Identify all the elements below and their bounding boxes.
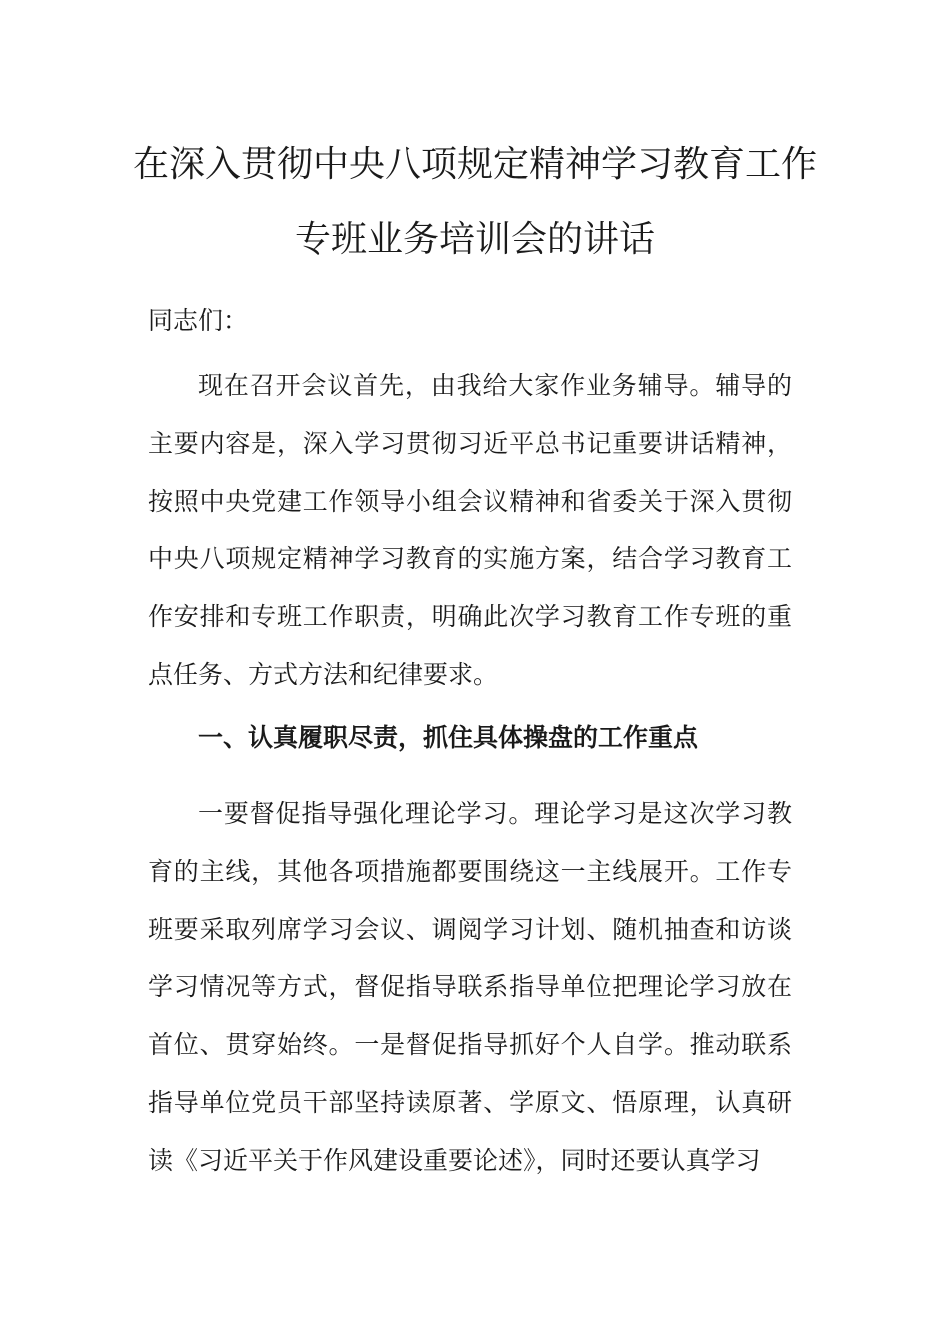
document-title-line-2: 专班业务培训会的讲话 (294, 219, 655, 260)
salutation: 同志们： (148, 306, 249, 335)
section-heading-1: 一、认真履职尽责，抓住具体操盘的工作重点 (198, 723, 699, 752)
paragraph-intro: 现在召开会议首先，由我给大家作业务辅导。辅导的主要内容是，深入学习贯彻习近平总书记重要讲话精神，按照中央党建工作领导小组会议精神和省委关于深入贯彻中央八项规定精神学习教育的实施方案，结合学习教育工作安排和专班工作职责，明确此次学习教育工作专班的重点任务、方式方法和纪律要求。 (148, 371, 792, 689)
document-title-line-1: 在深入贯彻中央八项规定精神学习教育工作 (132, 144, 817, 185)
paragraph-theory-study: 一要督促指导强化理论学习。理论学习是这次学习教育的主线，其他各项措施都要围绕这一主线展开。工作专班要采取列席学习会议、调阅学习计划、随机抽查和访谈学习情况等方式，督促指导联系指导单位把理论学习放在首位、贯穿始终。一是督促指导抓好个人自学。推动联系指导单位党员干部坚持读原著、学原文、悟原理，认真研读《习近平关于作风建设重要论述》，同时还要认真学习 (148, 799, 792, 1175)
